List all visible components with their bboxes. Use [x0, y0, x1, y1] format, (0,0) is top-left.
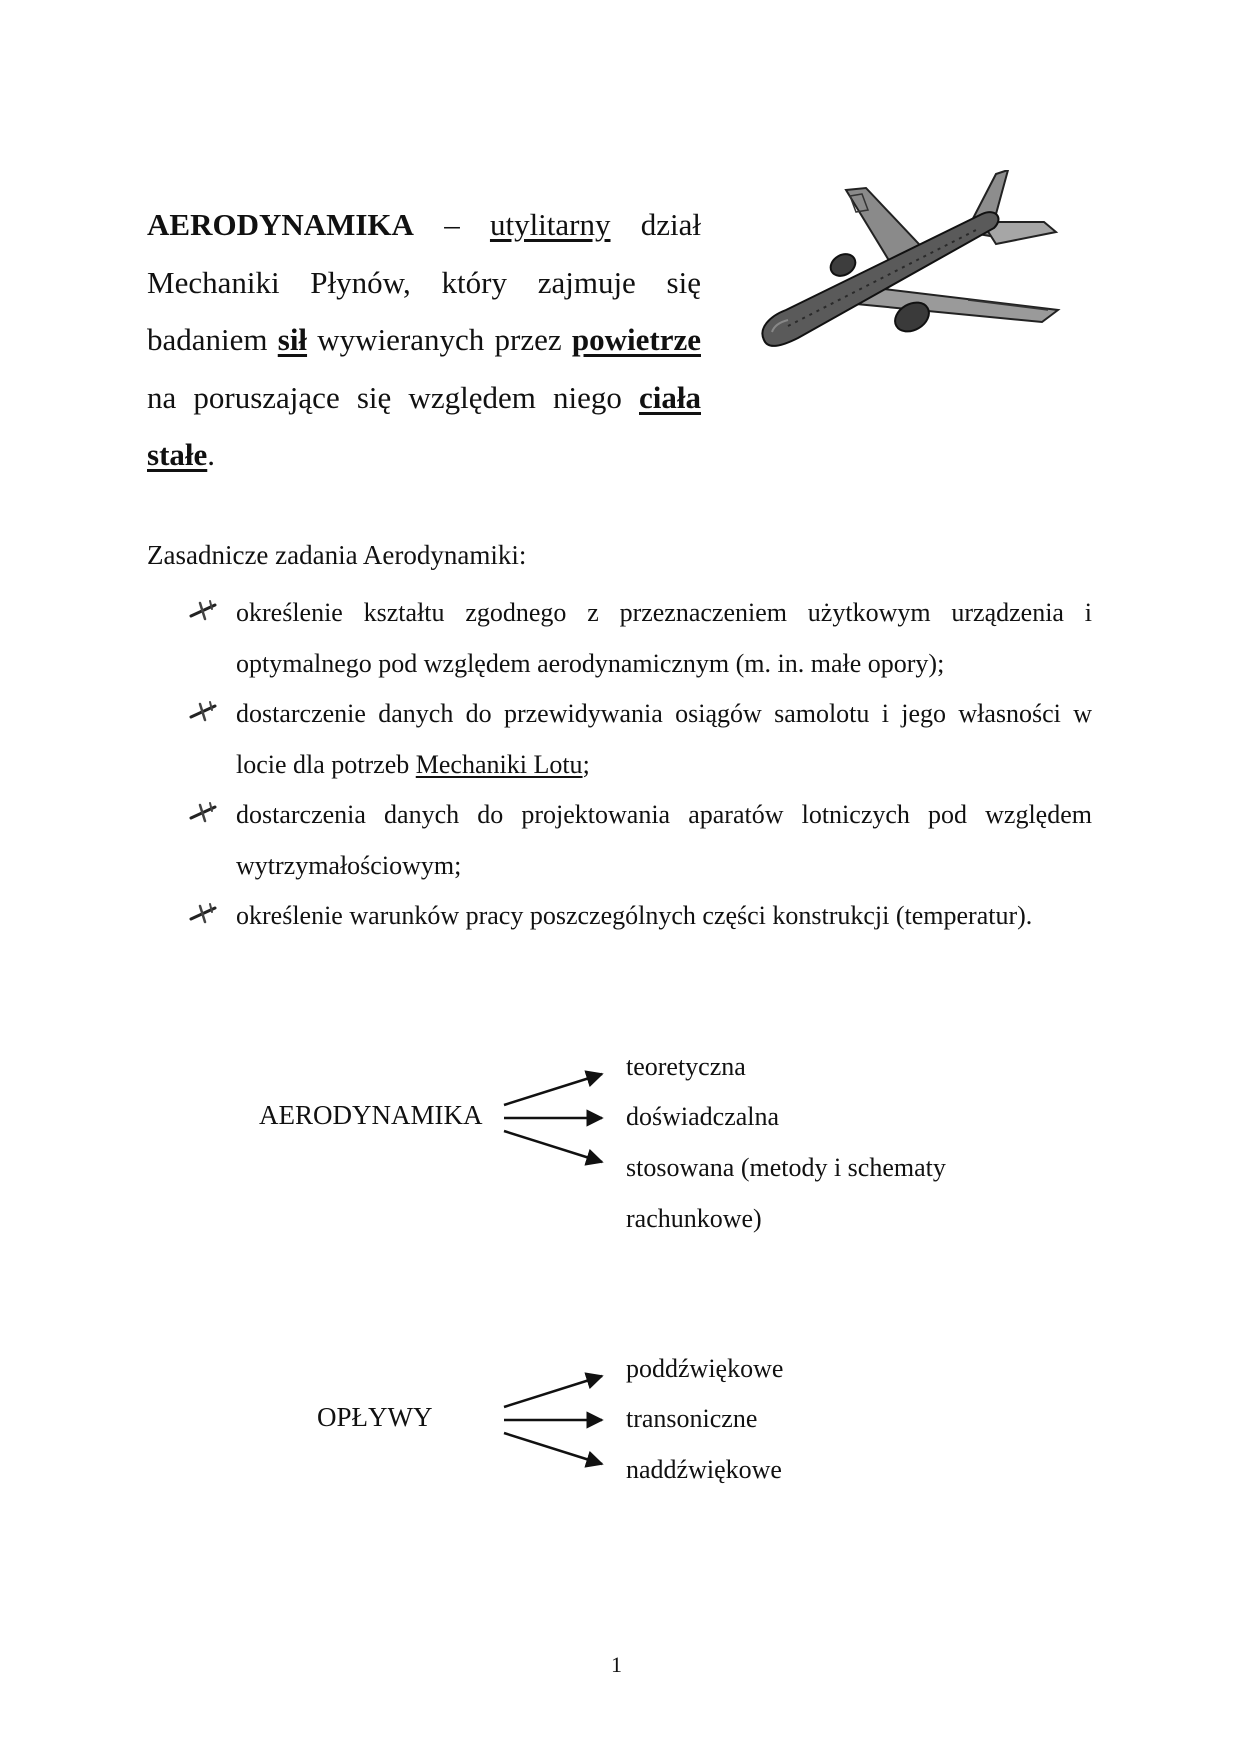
plane-bullet-icon: [188, 900, 218, 926]
diagram1-label: AERODYNAMIKA: [259, 1100, 483, 1130]
mechaniki-lotu-link[interactable]: Mechaniki Lotu: [415, 749, 583, 779]
diagram2-label: OPŁYWY: [317, 1402, 433, 1432]
task-text-end: ;: [582, 749, 590, 779]
diagram1-item: doświadczalna: [626, 1102, 780, 1131]
tasks-list: [188, 588, 1092, 942]
task-text: określenie warunków pracy poszczególnych części konstrukcji (temperatur).: [236, 901, 1033, 930]
intro-dash: –: [413, 207, 490, 242]
diagram2-arrows: [500, 1362, 610, 1472]
arrow-right-icon: [504, 1131, 602, 1162]
intro-text-2: wywieranych przez: [307, 322, 572, 357]
plane-bullet-icon: [188, 597, 218, 623]
task-item: [188, 790, 1092, 891]
airplane-illustration: [758, 170, 1076, 385]
intro-text-4: .: [207, 437, 216, 472]
arrow-right-icon: [504, 1376, 602, 1407]
task-text: dostarczenia danych do projektowania aparatów lotniczych pod względem wytrzymałościowym;: [236, 800, 1092, 880]
page-number: 1: [611, 1652, 622, 1677]
task-item: [188, 891, 1092, 942]
diagram2-item: poddźwiękowe: [626, 1354, 784, 1383]
plane-bullet-icon: [188, 698, 218, 724]
diagram1-item: stosowana (metody i schematy rachunkowe): [626, 1153, 946, 1233]
intro-text-3: na poruszające się względem niego: [147, 379, 639, 415]
bold-powietrze: powietrze: [571, 322, 701, 357]
diagram1-item: teoretyczna: [626, 1052, 746, 1081]
intro-text-1: dział Mechaniki Płynów, który zajmuje się badaniem: [147, 207, 701, 357]
diagram2-item: naddźwiękowe: [626, 1455, 782, 1484]
bold-sil: sił: [277, 322, 308, 357]
utylitarny-word: utylitarny: [489, 207, 611, 242]
bold-ciala-stale: ciała stałe: [147, 379, 701, 472]
diagram2-item: transoniczne: [626, 1404, 758, 1433]
plane-bullet-icon: [188, 799, 218, 825]
diagram1-arrows: [500, 1060, 610, 1170]
task-text: dostarczenie danych do przewidywania osiągów samolotu i jego własności w locie dla potrzeb: [236, 699, 1092, 779]
task-item: [188, 588, 1092, 689]
arrow-right-icon: [504, 1433, 602, 1464]
intro-paragraph: [147, 196, 701, 484]
task-item: [188, 689, 1092, 790]
tasks-heading: Zasadnicze zadania Aerodynamiki:: [147, 540, 527, 570]
task-text: określenie kształtu zgodnego z przeznaczeniem użytkowym urządzenia i optymalnego pod względem aerodynamicznym (m. in. małe opory);: [236, 598, 1092, 678]
aerodynamika-term: AERODYNAMIKA: [147, 207, 414, 242]
arrow-right-icon: [504, 1074, 602, 1105]
